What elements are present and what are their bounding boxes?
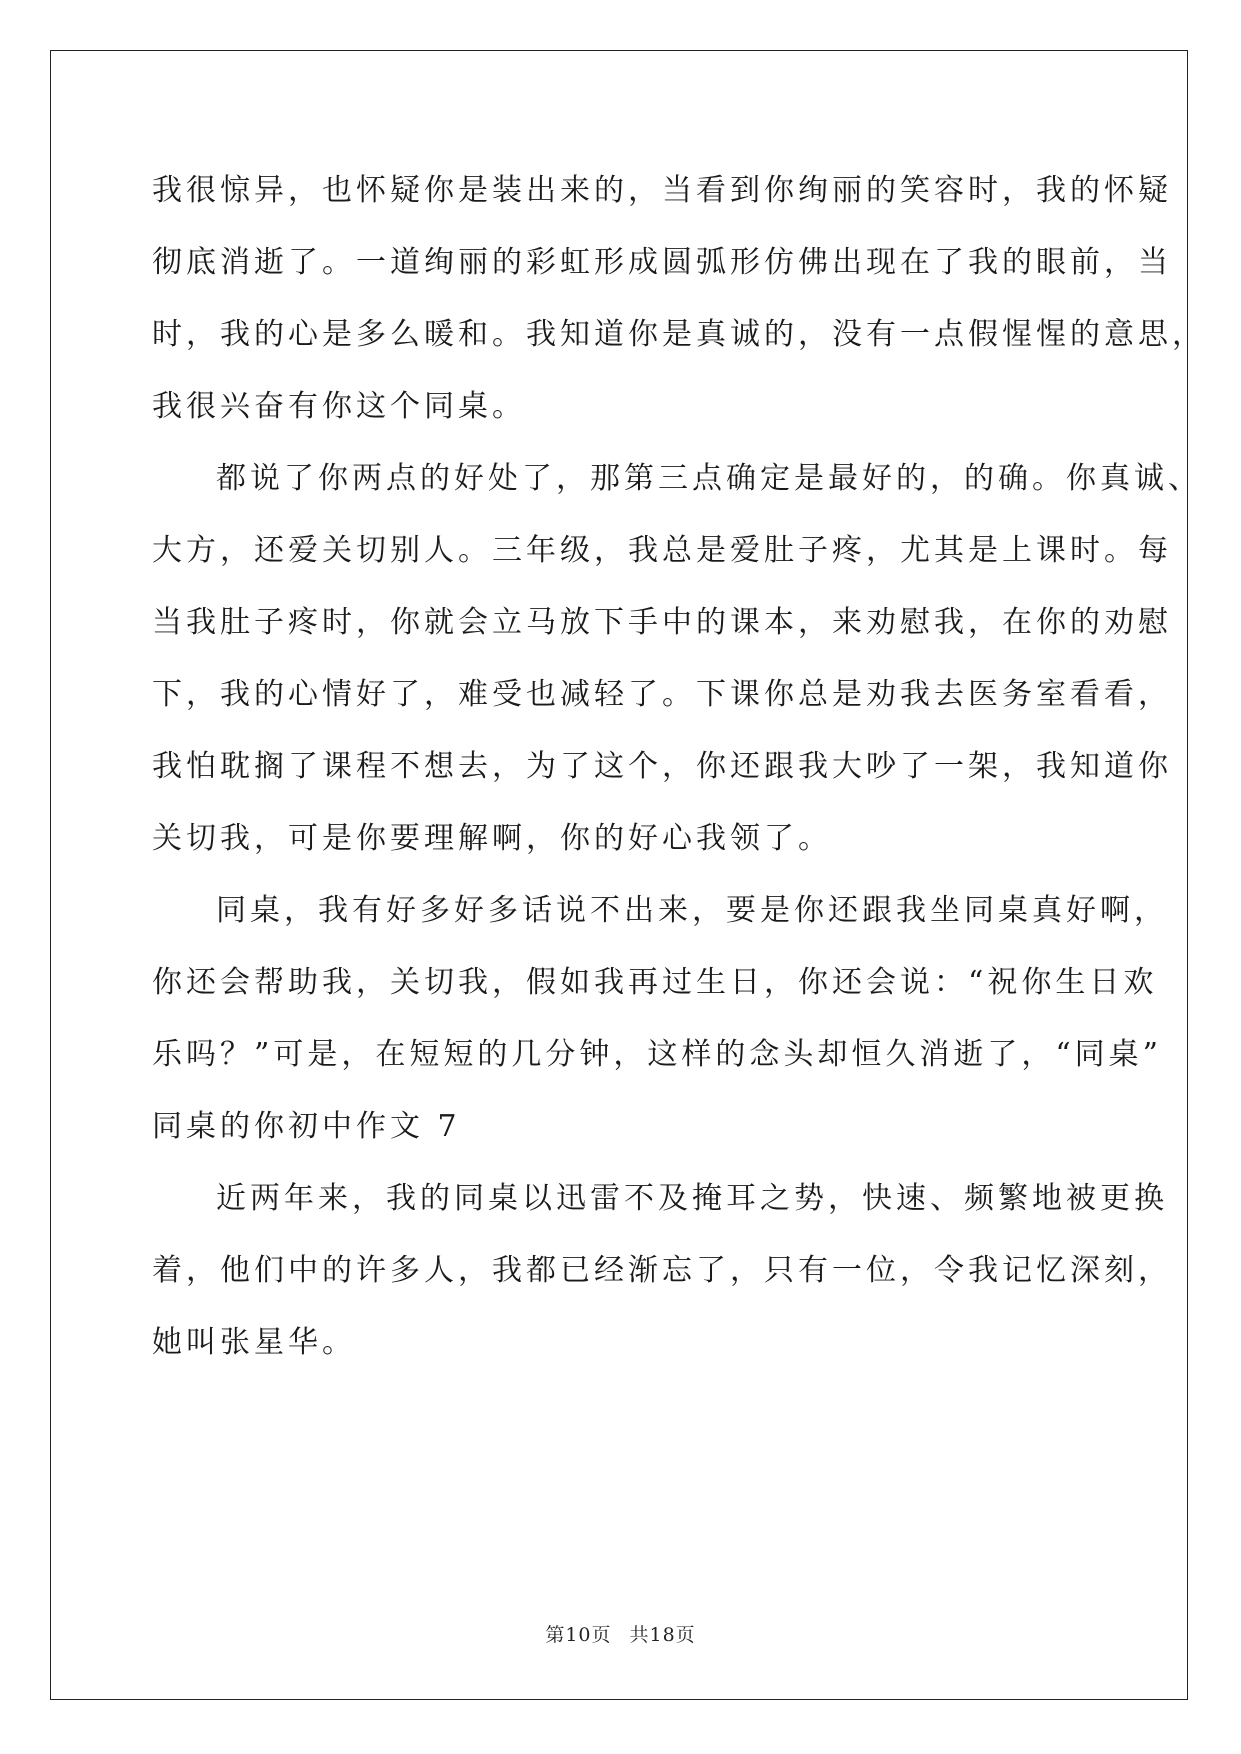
- text-line-7: 当我肚子疼时，你就会立马放下手中的课本，来劝慰我，在你的劝慰: [152, 605, 1172, 640]
- text-line-13: 乐吗？”可是，在短短的几分钟，这样的念头却恒久消逝了，“同桌”: [152, 1037, 1163, 1072]
- text-line-10: 关切我，可是你要理解啊，你的好心我领了。: [152, 821, 832, 856]
- text-line-9: 我怕耽搁了课程不想去，为了这个，你还跟我大吵了一架，我知道你: [152, 749, 1172, 784]
- text-line-15: 近两年来，我的同桌以迅雷不及掩耳之势，快速、频繁地被更换: [216, 1181, 1168, 1216]
- text-line-11: 同桌，我有好多好多话说不出来，要是你还跟我坐同桌真好啊，: [216, 893, 1168, 928]
- text-line-3: 时，我的心是多么暖和。我知道你是真诚的，没有一点假惺惺的意思，: [152, 317, 1206, 352]
- text-line-2: 彻底消逝了。一道绚丽的彩虹形成圆弧形仿佛出现在了我的眼前，当: [152, 245, 1172, 280]
- page-number: 第10页: [545, 1624, 612, 1646]
- text-line-12: 你还会帮助我，关切我，假如我再过生日，你还会说：“祝你生日欢: [152, 965, 1158, 1000]
- page-total: 共18页: [629, 1624, 696, 1646]
- text-line-8: 下，我的心情好了，难受也减轻了。下课你总是劝我去医务室看看，: [152, 677, 1172, 712]
- text-line-4: 我很兴奋有你这个同桌。: [152, 389, 526, 424]
- document-body: [152, 155, 1206, 1379]
- text-line-5: 都说了你两点的好处了，那第三点确定是最好的，的确。你真诚、: [216, 461, 1202, 496]
- page-footer: [0, 1620, 1241, 1647]
- section-heading: 同桌的你初中作文 7: [152, 1109, 461, 1144]
- text-line-6: 大方，还爱关切别人。三年级，我总是爱肚子疼，尤其是上课时。每: [152, 533, 1172, 568]
- text-line-16: 着，他们中的许多人，我都已经渐忘了，只有一位，令我记忆深刻，: [152, 1253, 1172, 1288]
- text-line-1: 我很惊异，也怀疑你是装出来的，当看到你绚丽的笑容时，我的怀疑: [152, 173, 1172, 208]
- text-line-17: 她叫张星华。: [152, 1325, 356, 1360]
